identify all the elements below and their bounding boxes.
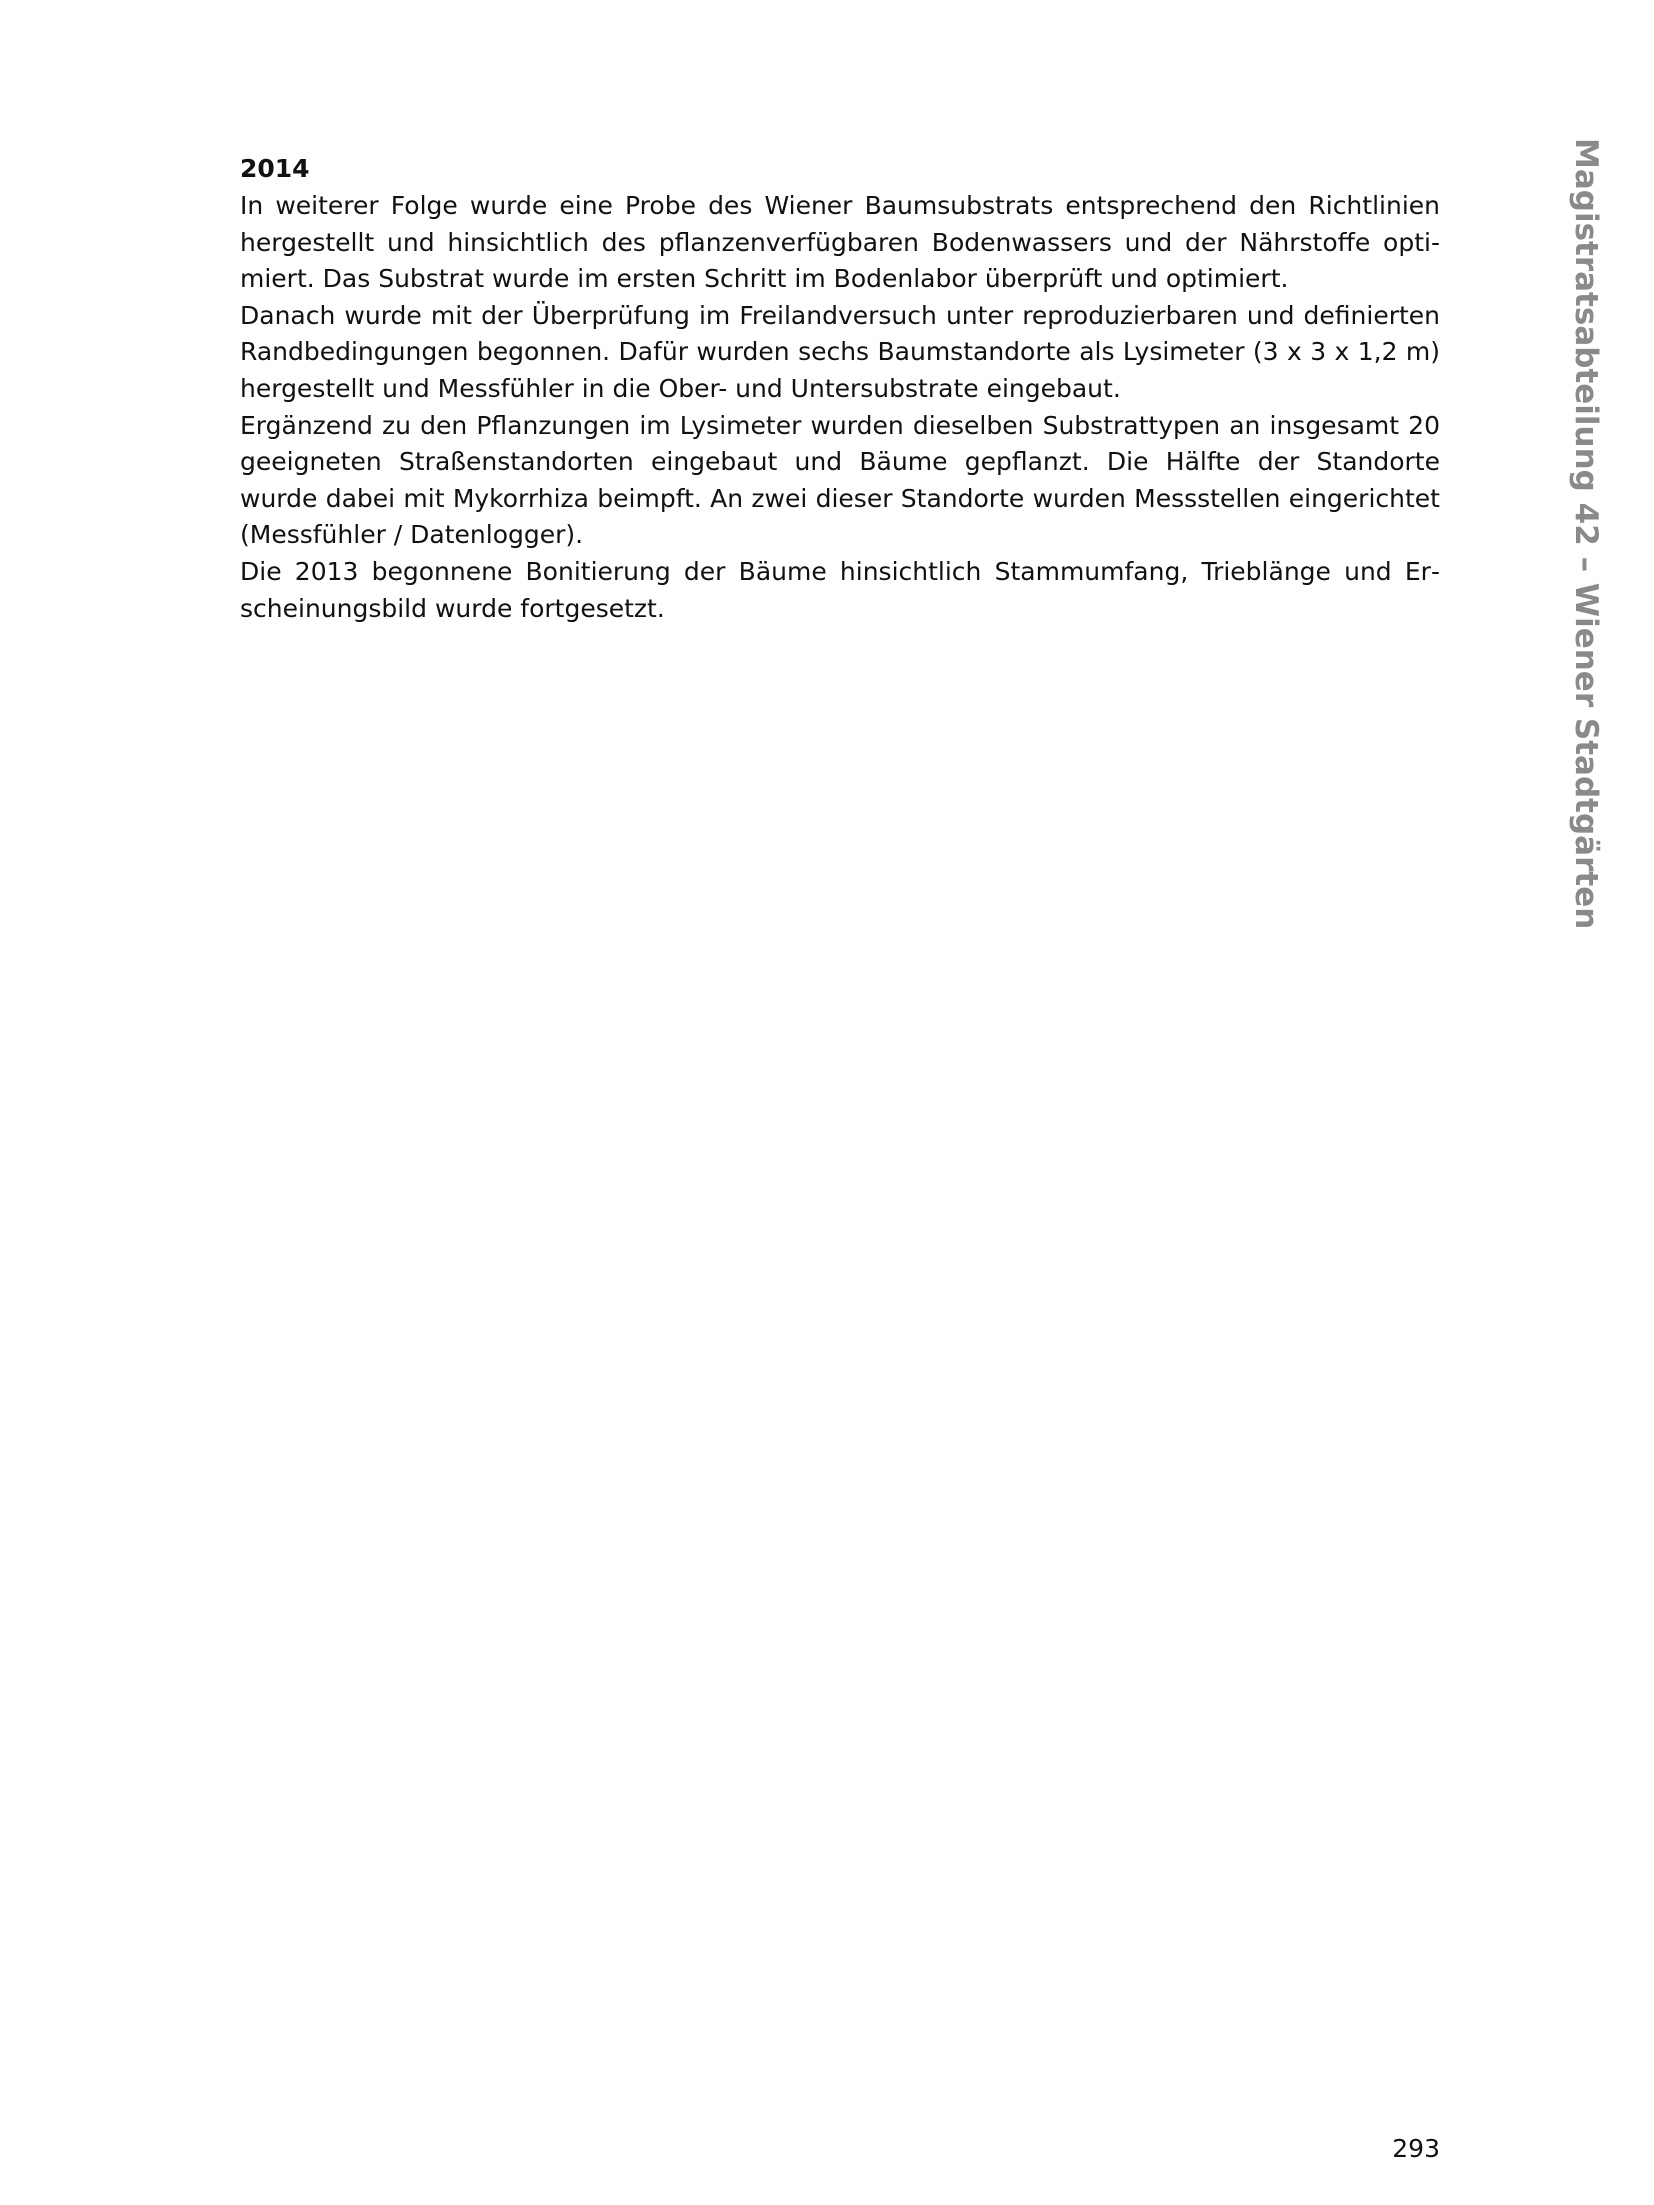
- paragraph-1: In weiterer Folge wurde eine Probe des Wiener Baumsubstrats entsprechend den Richtlinien hergestellt und hinsichtlich des pflanzenverfügbaren Bodenwassers und der Nährstoffe optimiert. Das Substrat wurde im ersten Schritt im Bodenlabor überprüft und optimiert.: [240, 191, 1440, 294]
- page-number: 293: [1392, 2134, 1440, 2163]
- main-content: [240, 150, 1440, 627]
- section-heading: 2014: [240, 154, 310, 183]
- paragraph-4: Die 2013 begonnene Bonitierung der Bäume hinsichtlich Stammumfang, Trieblänge und Erscheinungsbild wurde fortgesetzt.: [240, 556, 1440, 623]
- side-running-title: Magistratsabteilung 42 – Wiener Stadtgärten: [1568, 138, 1604, 930]
- paragraph-2: Danach wurde mit der Überprüfung im Freilandversuch unter reproduzierbaren und definierten Randbedingungen begonnen. Dafür wurden sechs Baumstandorte als Lysimeter (3 x 3 x 1,2 m) hergestellt und Messfühler in die Ober- und Untersubstrate eingebaut.: [240, 300, 1440, 403]
- paragraph-3: Ergänzend zu den Pflanzungen im Lysimeter wurden dieselben Substrattypen an insgesamt 20 geeigneten Straßenstandorten eingebaut und Bäume gepflanzt. Die Hälfte der Standorte wurde dabei mit Mykorrhiza beimpft. An zwei dieser Standorte wurden Messstellen eingerichtet (Messfühler / Datenlogger).: [240, 410, 1440, 550]
